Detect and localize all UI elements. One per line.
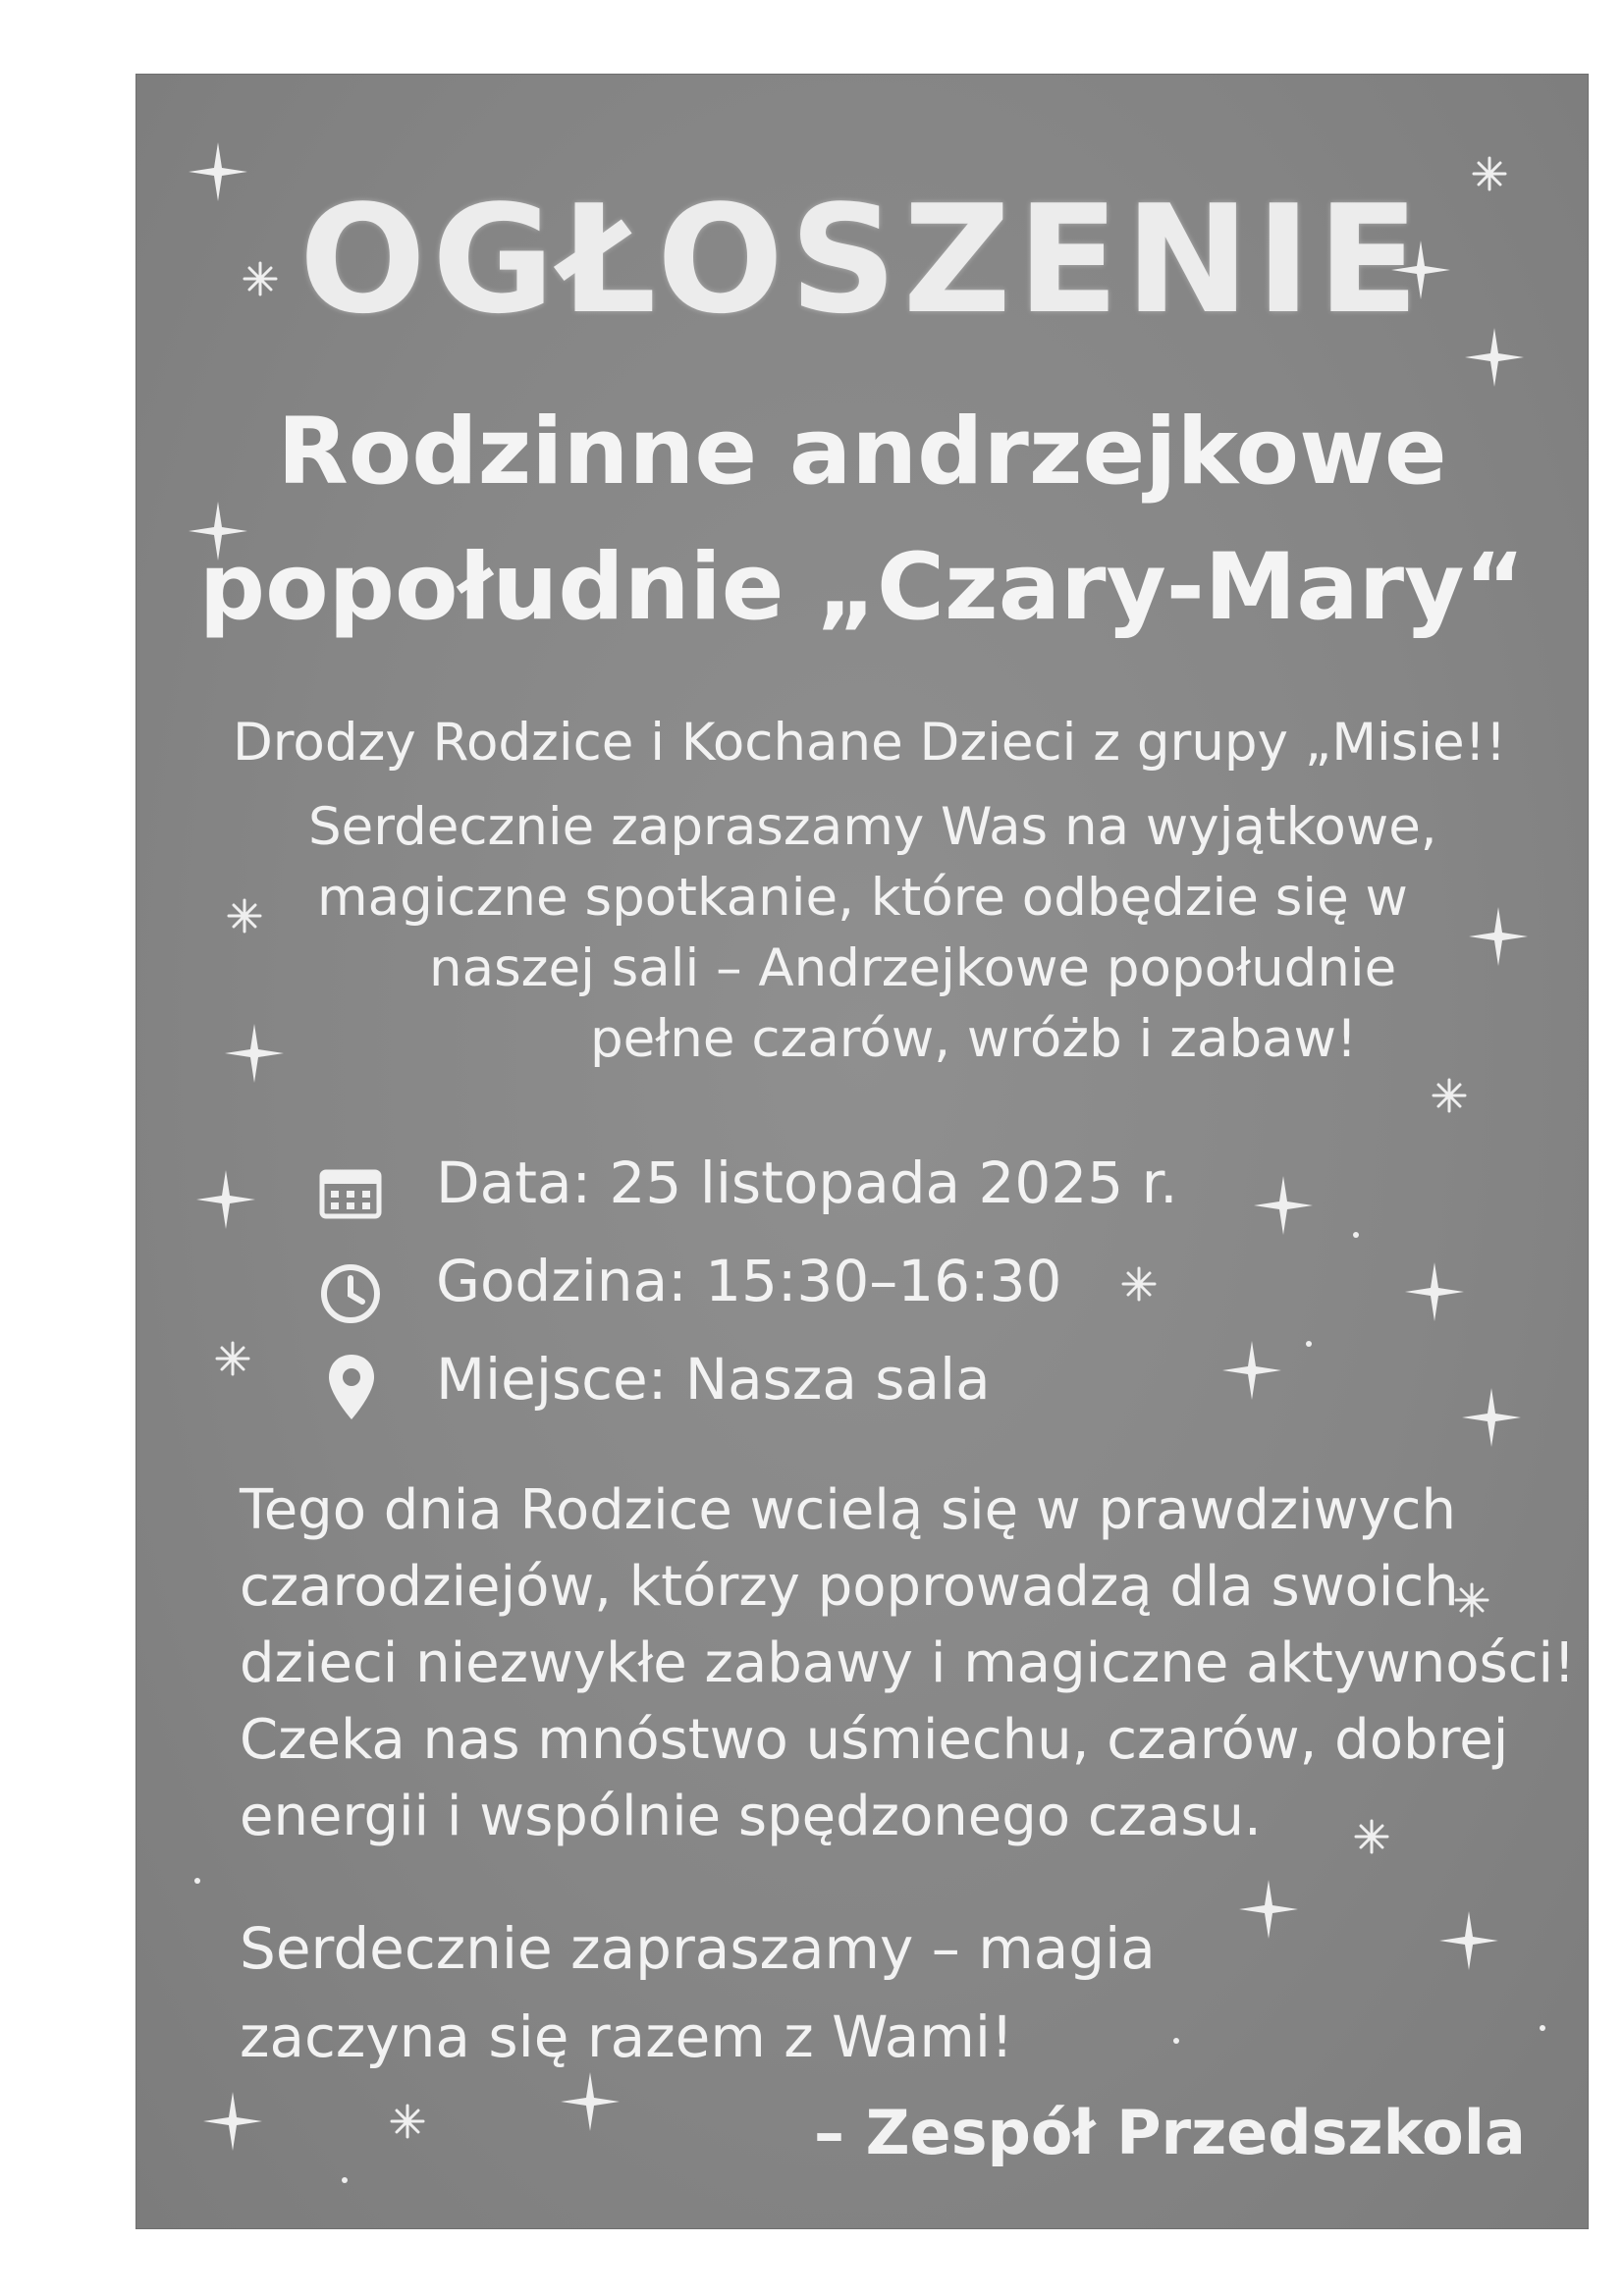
signature: – Zespół Przedszkola: [814, 2097, 1526, 2168]
sparkle-icon: [225, 1024, 284, 1083]
sparkle-icon: [1456, 1584, 1488, 1616]
description-line: czarodziejów, którzy poprowadzą dla swoich: [240, 1555, 1459, 1619]
sparkle-icon: [217, 1343, 248, 1374]
description-line: dzieci niezwykłe zabawy i magiczne aktywności!: [240, 1631, 1576, 1695]
announcement-headline: OGŁOSZENIE: [298, 173, 1426, 347]
event-title-line-2: popołudnie „Czary-Mary“: [198, 534, 1526, 641]
calendar-icon: [319, 1164, 382, 1219]
invitation-line: naszej sali – Andrzejkowe popołudnie: [429, 938, 1397, 998]
invitation-line: Serdecznie zapraszamy Was na wyjątkowe,: [308, 797, 1437, 857]
sparkle-icon: [561, 2072, 620, 2131]
sparkle-icon: [1222, 1341, 1281, 1400]
sparkle-icon: [1439, 1911, 1498, 1970]
sparkle-icon: [1239, 1880, 1298, 1939]
description-line: Czeka nas mnóstwo uśmiechu, czarów, dobrej: [240, 1708, 1509, 1772]
sparkle-icon: [203, 2092, 262, 2151]
event-date: Data: 25 listopada 2025 r.: [436, 1149, 1178, 1216]
description-line: Tego dnia Rodzice wcielą się w prawdziwych: [240, 1478, 1456, 1542]
greeting-text: Drodzy Rodzice i Kochane Dzieci z grupy „Misie!!: [233, 713, 1507, 773]
invitation-line: pełne czarów, wróżb i zabaw!: [590, 1009, 1358, 1069]
sparkle-icon: [1469, 907, 1528, 966]
sparkle-icon: [392, 2106, 423, 2137]
sparkle-icon: [1462, 1388, 1521, 1447]
sparkle-icon: [229, 900, 260, 932]
event-title-line-1: Rodzinne andrzejkowe: [277, 399, 1447, 506]
sparkle-icon: [1405, 1262, 1464, 1321]
closing-line: zaczyna się razem z Wami!: [240, 2003, 1014, 2070]
sparkle-icon: [1434, 1080, 1465, 1111]
event-time: Godzina: 15:30–16:30: [436, 1248, 1062, 1314]
description-line: energii i wspólnie spędzonego czasu.: [240, 1785, 1262, 1848]
sparkle-icon: [196, 1170, 255, 1229]
closing-line: Serdecznie zapraszamy – magia: [240, 1915, 1156, 1982]
clock-icon: [319, 1262, 382, 1325]
sparkle-icon: [1254, 1176, 1313, 1235]
location-pin-icon: [327, 1353, 376, 1421]
sparkle-icon: [1356, 1821, 1387, 1852]
event-place: Miejsce: Nasza sala: [436, 1346, 991, 1413]
announcement-poster: [135, 74, 1589, 2229]
sparkle-icon: [1123, 1268, 1155, 1300]
invitation-line: magiczne spotkanie, które odbędzie się w: [317, 868, 1408, 928]
